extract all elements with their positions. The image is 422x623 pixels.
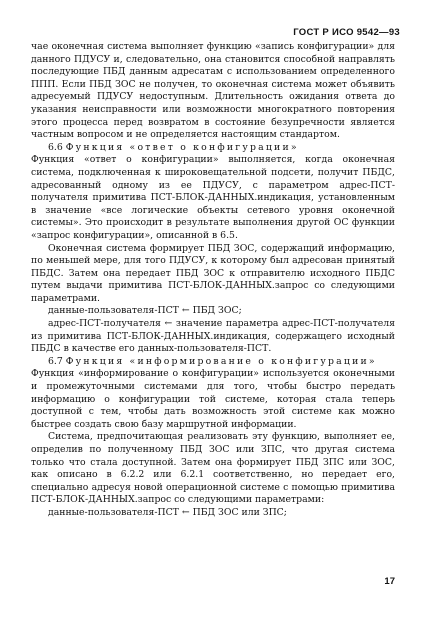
section-heading-6-7 xyxy=(31,356,395,369)
section-title: Функция «информирование о конфигурации» xyxy=(65,355,377,367)
formula-line: данные-пользователя-ПСТ ← ПБД ЗОС; xyxy=(48,305,242,317)
paragraph: Система, предпочитающая реализовать эту функцию, выполняет ее, определив по полученному ПБД ЗОС или ЗПС, что другая система только что стала доступной. Затем она формирует ПБД ЗПС или ЗОС, как описано в 6.2.2 или 6.2.1 соответственно, но передает его, специально адресуя новой операционной системе с помощью примитива ПСТ-БЛОК-ДАННЫХ.запрос со следующими параметрами: xyxy=(31,431,395,506)
section-number: 6.6 xyxy=(48,141,63,153)
paragraph: Функция «информирование о конфигурации» используется оконечными и промежуточными системами для того, чтобы быстро передать информацию о конфигурации той системе, которая стала теперь доступной с тем, чтобы дать возможность этой системе как можно быстрее создать свою базу маршрутной информации. xyxy=(31,368,395,430)
section-number: 6.7 xyxy=(48,355,63,367)
formula-line: данные-пользователя-ПСТ ← ПБД ЗОС или ЗПС; xyxy=(48,506,287,518)
paragraph-continuation: чае оконечная система выполняет функцию «запись конфигурации» для данного ПДУСУ и, следовательно, она становится способной направлять последующие ПБД данным адресатам с использованием определенного ППП. Если ПБД ЗОС не получен, то оконечная система может объявить адресуемый ПДУСУ недоступным. Длительность ожидания ответа до указания неисправности или возможности многократного повторения этого процесса перед возвратом в состояние безупречности является частным вопросом и не определяется настоящим стандартом. xyxy=(31,41,395,141)
section-title: Функция «ответ о конфигурации» xyxy=(65,141,299,153)
page-number: 17 xyxy=(384,576,395,587)
paragraph: адрес-ПСТ-получателя ← значение параметра адрес-ПСТ-получателя из примитива ПСТ-БЛОК-ДАННЫХ.индикация, содержащего исходный ПБДС в качестве его данных-пользователя-ПСТ. xyxy=(31,318,395,355)
document-header: ГОСТ Р ИСО 9542—93 xyxy=(293,27,400,38)
paragraph: Функция «ответ о конфигурации» выполняется, когда оконечная система, подключенная к широковещательной подсети, получит ПБДС, адресованный одному из ее ПДУСУ, с параметром адрес-ПСТ-получателя примитива ПСТ-БЛОК-ДАННЫХ.индикация, установленным в значение «все логические объекты сетевого уровня оконечной системы». Это происходит в результате выполнения другой ОС функции «запрос конфигурации», описанной в 6.5. xyxy=(31,154,395,241)
paragraph: Оконечная система формирует ПБД ЗОС, содержащий информацию, по меньшей мере, для того ПДУСУ, к которому был адресован принятый ПБДС. Затем она передает ПБД ЗОС к отправителю исходного ПБДС путем выдачи примитива ПСТ-БЛОК-ДАННЫХ.запрос со следующими параметрами. xyxy=(31,242,395,304)
document-body xyxy=(31,41,395,520)
section-heading-6-6 xyxy=(31,142,395,155)
